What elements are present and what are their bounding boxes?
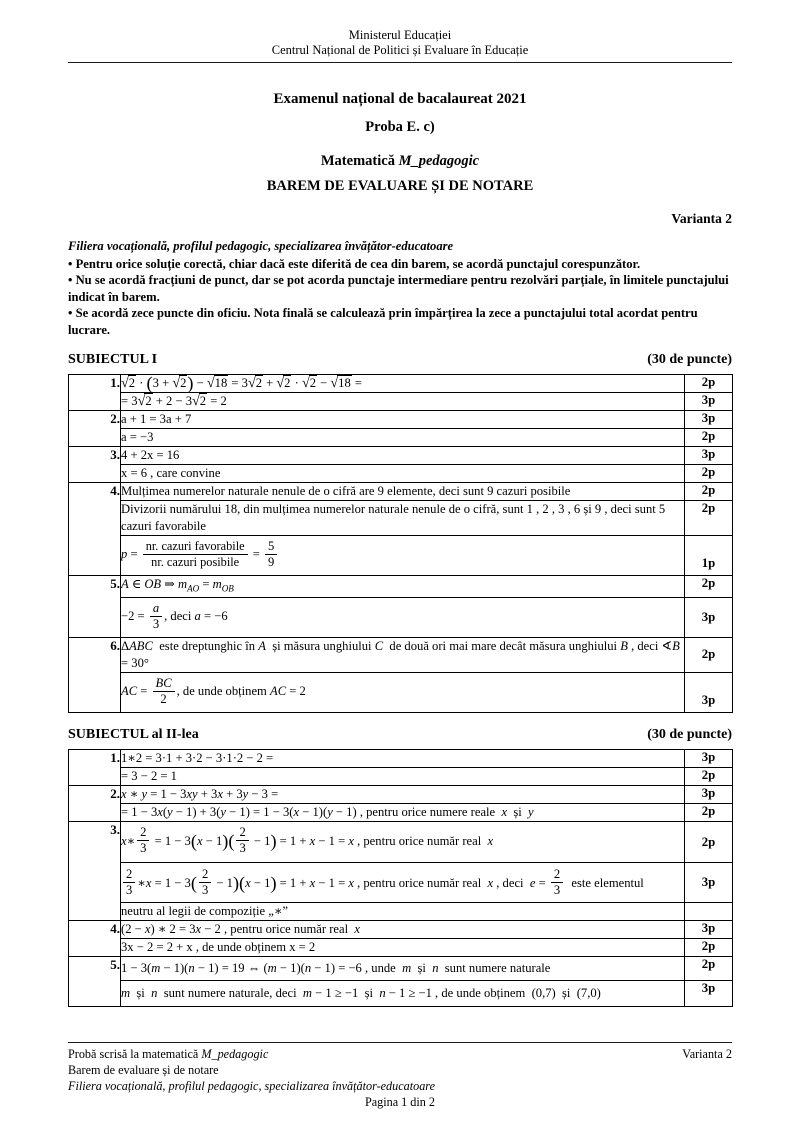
item6-text-b: și măsura unghiului	[272, 638, 372, 653]
table-row	[69, 429, 733, 447]
item-solution-line: √2 · (3 + √2) − √18 = 3√2 + √2 · √2 − √18 =	[121, 375, 685, 393]
table-row	[69, 981, 733, 1007]
footer-divider	[68, 1042, 732, 1043]
table-row	[69, 465, 733, 483]
item-solution-line: Divizorii numărului 18, din mulțimea numerelor naturale nenule de o cifră, sunt 1 , 2 , 3 , 6 și 9 , deci sunt 5 cazuri favorabile	[121, 501, 685, 536]
item-solution-line: A ∈ OB ⇒ $m_{AO} = m_{OB}$	[121, 575, 685, 598]
header-divider	[68, 62, 732, 63]
item-points: 2p	[685, 939, 733, 957]
item-points: 2p	[685, 957, 733, 981]
table-row	[69, 536, 733, 576]
section-heading-2	[68, 727, 732, 743]
item-points: 3p	[685, 921, 733, 939]
item-points: 2p	[685, 375, 733, 393]
varianta-label: Varianta 2	[671, 211, 732, 226]
item-solution-line: −2 = $\frac{a}{3}$ , deci a = −6	[121, 598, 685, 638]
angle-value: 30°	[131, 655, 149, 670]
item-points: 3p	[685, 447, 733, 465]
item-number: 4.	[69, 921, 121, 957]
footer-test-prefix: Probă scrisă la matematică	[68, 1047, 202, 1061]
table-row	[69, 575, 733, 598]
table-row	[69, 785, 733, 803]
section-2-title: SUBIECTUL al II-lea	[68, 726, 199, 742]
footer-line-1	[68, 1046, 732, 1062]
subject-title	[68, 149, 732, 173]
item-number: 2.	[69, 411, 121, 447]
masthead	[68, 0, 732, 58]
table-row	[69, 411, 733, 429]
item-number: 6.	[69, 637, 121, 712]
item-solution-line: Mulțimea numerelor naturale nenule de o cifră are 9 elemente, deci sunt 9 cazuri posibile	[121, 483, 685, 501]
item-number: 2.	[69, 785, 121, 821]
item-solution-line: x = 6 , care convine	[121, 465, 685, 483]
item-solution-line: = 3√2 + 2 − 3√2 = 2	[121, 393, 685, 411]
barem-title: BAREM DE EVALUARE ȘI DE NOTARE	[266, 178, 534, 194]
item-points: 2p	[685, 821, 733, 863]
item-points: 3p	[685, 981, 733, 1007]
item-points: 3p	[685, 393, 733, 411]
item-solution-line: 3x − 2 = 2 + x , de unde obținem x = 2	[121, 939, 685, 957]
barem-table-subject-1	[68, 374, 733, 713]
table-row	[69, 803, 733, 821]
table-row	[69, 447, 733, 465]
table-row	[69, 637, 733, 672]
barem-table-subject-2	[68, 749, 733, 1007]
notes-block	[68, 238, 732, 338]
item-number: 1.	[69, 749, 121, 785]
prob-denominator: 9	[268, 554, 275, 569]
footer-line-3: Filiera vocațională, profilul pedagogic, specializarea învățător-educatoare	[68, 1079, 436, 1093]
item-points: 1p	[685, 536, 733, 576]
table-row	[69, 939, 733, 957]
item-number: 4.	[69, 483, 121, 576]
table-row	[69, 483, 733, 501]
subject-code: M_pedagogic	[398, 153, 480, 169]
item-points: 3p	[685, 411, 733, 429]
table-row	[69, 501, 733, 536]
table-row	[69, 821, 733, 863]
frac-numerator: nr. cazuri favorabile	[143, 539, 248, 555]
item-solution-line: AC = $\frac{BC}{2}$ , de unde obținem AC = 2	[121, 672, 685, 712]
item6-text-d: , deci	[631, 638, 659, 653]
item-points: 2p	[685, 483, 733, 501]
ministry-line-2: Centrul Național de Politici și Evaluare în Educație	[271, 43, 529, 57]
item-number: 3.	[69, 821, 121, 920]
footer-varianta: Varianta 2	[682, 1047, 732, 1061]
item-solution-line: = 1 − 3x(y − 1) + 3(y − 1) = 1 − 3(x − 1)(y − 1) , pentru orice numere reale x și y	[121, 803, 685, 821]
table-row	[69, 749, 733, 767]
item-solution-line: 1 − 3(m − 1)(n − 1) = 19 ⇔ (m − 1)(n − 1) = −6 , unde m și n sunt numere naturale	[121, 957, 685, 981]
item6-text-e: , de unde obținem	[176, 684, 267, 699]
table-row	[69, 375, 733, 393]
section-2-points: (30 de puncte)	[647, 726, 732, 742]
item-points: 3p	[685, 863, 733, 903]
item-solution-line: neutru al legii de compoziție „∗”	[121, 903, 685, 921]
item-solution-line: p = $\frac{\text{nr. cazuri favorabile}}{\text{nr. cazuri posibile}}$ = $\frac{5}{9}$	[121, 536, 685, 576]
item-solution-line: (2 − x) ∗ 2 = 3x − 2 , pentru orice număr real x	[121, 921, 685, 939]
note-item-1	[68, 256, 732, 273]
item-points: 2p	[685, 465, 733, 483]
frac-denominator: nr. cazuri posibile	[151, 554, 240, 569]
footer-subject-code: M_pedagogic	[201, 1047, 269, 1061]
item-number: 3.	[69, 447, 121, 483]
item-points: 2p	[685, 803, 733, 821]
item-points: 3p	[685, 749, 733, 767]
table-row	[69, 921, 733, 939]
item-points-empty	[685, 903, 733, 921]
item-solution-line: x ∗ y = 1 − 3xy + 3x + 3y − 3 =	[121, 785, 685, 803]
item-points: 3p	[685, 672, 733, 712]
item-solution-line: = 3 − 2 = 1	[121, 767, 685, 785]
table-row	[69, 393, 733, 411]
item-solution-line: a + 1 = 3a + 7	[121, 411, 685, 429]
table-row	[69, 903, 733, 921]
section-1-points: (30 de puncte)	[647, 352, 732, 367]
table-row	[69, 672, 733, 712]
bullet-icon: •	[68, 256, 73, 271]
table-row	[69, 957, 733, 981]
note-text-2: Nu se acordă fracțiuni de punct, dar se pot acorda punctaje intermediare pentru rezolvări parțiale, în limitele punctajului indicat în barem.	[68, 273, 729, 304]
note-text-1: Pentru orice soluție corectă, chiar dacă este diferită de cea din barem, se acordă punctajul corespunzător.	[75, 256, 641, 271]
ministry-line-1: Ministerul Educației	[348, 28, 452, 42]
item-solution-line: m și n sunt numere naturale, deci m − 1 ≥ −1 și n − 1 ≥ −1 , de unde obținem (0,7) și (7,0)	[121, 981, 685, 1007]
item-solution-line: a = −3	[121, 429, 685, 447]
section-1-title: SUBIECTUL I	[68, 352, 158, 367]
page-footer	[68, 1042, 732, 1110]
note-item-2	[68, 272, 732, 305]
title-block	[68, 87, 732, 197]
item-points: 2p	[685, 501, 733, 536]
table-row	[69, 598, 733, 638]
footer-line-2: Barem de evaluare și de notare	[68, 1063, 219, 1077]
item-points: 2p	[685, 429, 733, 447]
prob-numerator: 5	[265, 539, 277, 555]
item-solution-line: 1∗2 = 3·1 + 3·2 − 3·1·2 − 2 =	[121, 749, 685, 767]
footer-test-label	[68, 1046, 268, 1062]
table-row	[69, 863, 733, 903]
subject-prefix: Matematică	[320, 153, 399, 169]
bullet-icon: •	[68, 306, 73, 320]
item-number: 5.	[69, 575, 121, 637]
section-heading-1	[68, 352, 732, 368]
item-points: 3p	[685, 598, 733, 638]
item-solution-line: ΔABC este dreptunghic în A și măsura unghiului C de două ori mai mare decât măsura unghiului B , deci ∢B = 30°	[121, 637, 685, 672]
item-points: 3p	[685, 785, 733, 803]
item-solution-line: $\frac{2}{3}$ ∗x = 1 − 3( $\frac{2}{3}$ − 1)(x − 1) = 1 + x − 1 = x , pentru orice număr real x , deci e = $\frac{2}{3}$ este elementul	[121, 863, 685, 903]
exam-title: Examenul național de bacalaureat 2021	[273, 91, 527, 107]
item-points: 2p	[685, 637, 733, 672]
item-points: 2p	[685, 575, 733, 598]
filiera-line: Filiera vocațională, profilul pedagogic, specializarea învățător-educatoare	[68, 239, 454, 253]
footer-page-number: Pagina 1 din 2	[364, 1095, 436, 1109]
item-number: 1.	[69, 375, 121, 411]
item-solution-line: x∗ $\frac{2}{3}$ = 1 − 3(x − 1)( $\frac{2}{3}$ − 1) = 1 + x − 1 = x , pentru orice număr real x	[121, 821, 685, 863]
note-item-3	[68, 305, 732, 338]
table-row	[69, 767, 733, 785]
item6-text-a: este dreptunghic în	[159, 638, 256, 653]
item-solution-line: 4 + 2x = 16	[121, 447, 685, 465]
proba-title: Proba E. c)	[365, 119, 435, 135]
item-number: 5.	[69, 957, 121, 1007]
bullet-icon: •	[68, 273, 73, 287]
note-text-3: Se acordă zece puncte din oficiu. Nota finală se calculează prin împărțirea la zece a punctajului total acordat pentru lucrare.	[68, 306, 698, 337]
item-points: 2p	[685, 767, 733, 785]
item6-text-c: de două ori mai mare decât măsura unghiului	[389, 638, 618, 653]
